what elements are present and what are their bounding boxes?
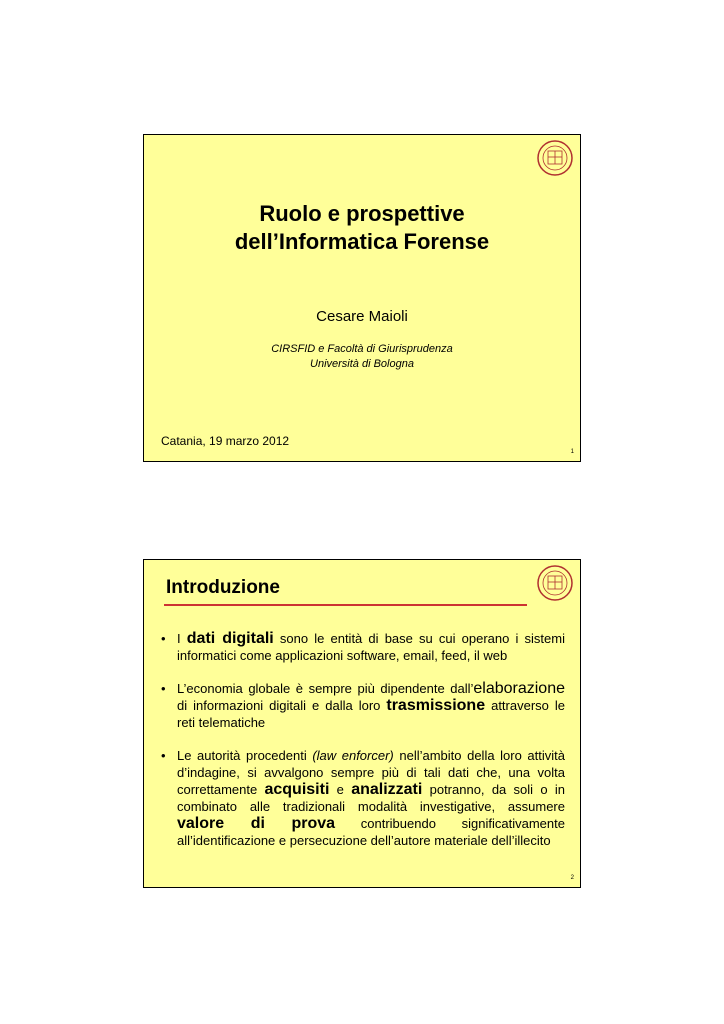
slide-title: Ruolo e prospettive dell’Informatica Forense [234, 201, 490, 254]
list-item: • L’economia globale è sempre più dipendente dall’elaborazione di informazioni digitali e dalla loro trasmissione attraverso le reti telematiche [161, 680, 565, 730]
page-number: 2 [570, 875, 574, 881]
title-slide [143, 134, 581, 462]
bullet-icon: • [161, 631, 166, 646]
slide-footer: Catania, 19 marzo 2012 [161, 434, 290, 448]
heading-divider [164, 604, 527, 606]
university-seal-icon [534, 564, 576, 602]
university-seal-icon [534, 139, 576, 177]
slide-heading: Introduzione [166, 577, 280, 598]
affiliation: CIRSFID e Facoltà di Giurisprudenza Università di Bologna [271, 343, 453, 370]
bullet-list [161, 630, 565, 865]
author-name: Cesare Maioli [316, 308, 408, 325]
intro-slide [143, 559, 581, 888]
page-number: 1 [570, 449, 574, 455]
list-item: • Le autorità procedenti (law enforcer) nell’ambito della loro attività d’indagine, si avvalgono sempre più di tali dati che, una volta correttamente acquisiti e analizzati potranno, da soli o in combinato alle tradizionali modalità investigative, assumere valore di prova contribuendo significativamente all’identificazione e persecuzione dell’autore materiale dell’illecito [161, 748, 565, 848]
bullet-icon: • [161, 681, 166, 696]
bullet-icon: • [161, 748, 166, 763]
list-item: • I dati digitali sono le entità di base su cui operano i sistemi informatici come applicazioni software, email, feed, il web [161, 630, 565, 663]
